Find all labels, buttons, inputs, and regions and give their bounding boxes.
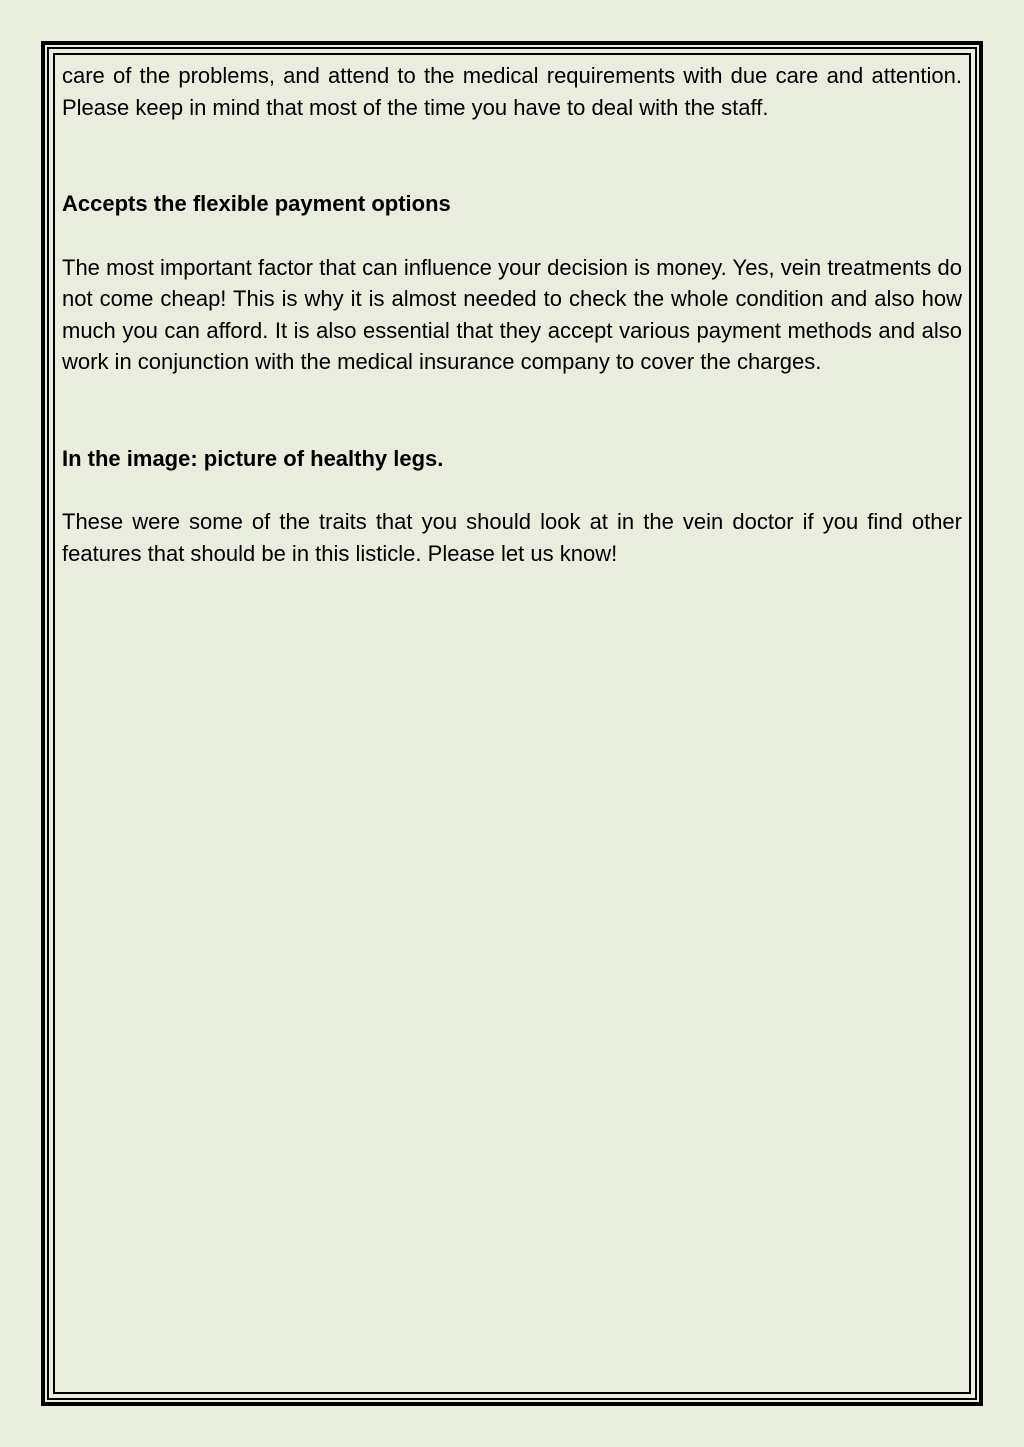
image-caption-heading: In the image: picture of healthy legs. bbox=[62, 445, 444, 471]
closing-paragraph: These were some of the traits that you should look at in the vein doctor if you find other features that should be in this listicle. Please let us know! bbox=[62, 509, 962, 566]
page-content bbox=[62, 60, 962, 569]
payment-paragraph: The most important factor that can influence your decision is money. Yes, vein treatments do not come cheap! This is why it is almost needed to check the whole condition and also how much you can afford. It is also essential that they accept various payment methods and also work in conjunction with the medical insurance company to cover the charges. bbox=[62, 254, 962, 374]
payment-options-heading: Accepts the flexible payment options bbox=[62, 191, 451, 216]
intro-paragraph: care of the problems, and attend to the medical requirements with due care and attention. Please keep in mind that most of the time you have to deal with the staff. bbox=[62, 63, 962, 120]
